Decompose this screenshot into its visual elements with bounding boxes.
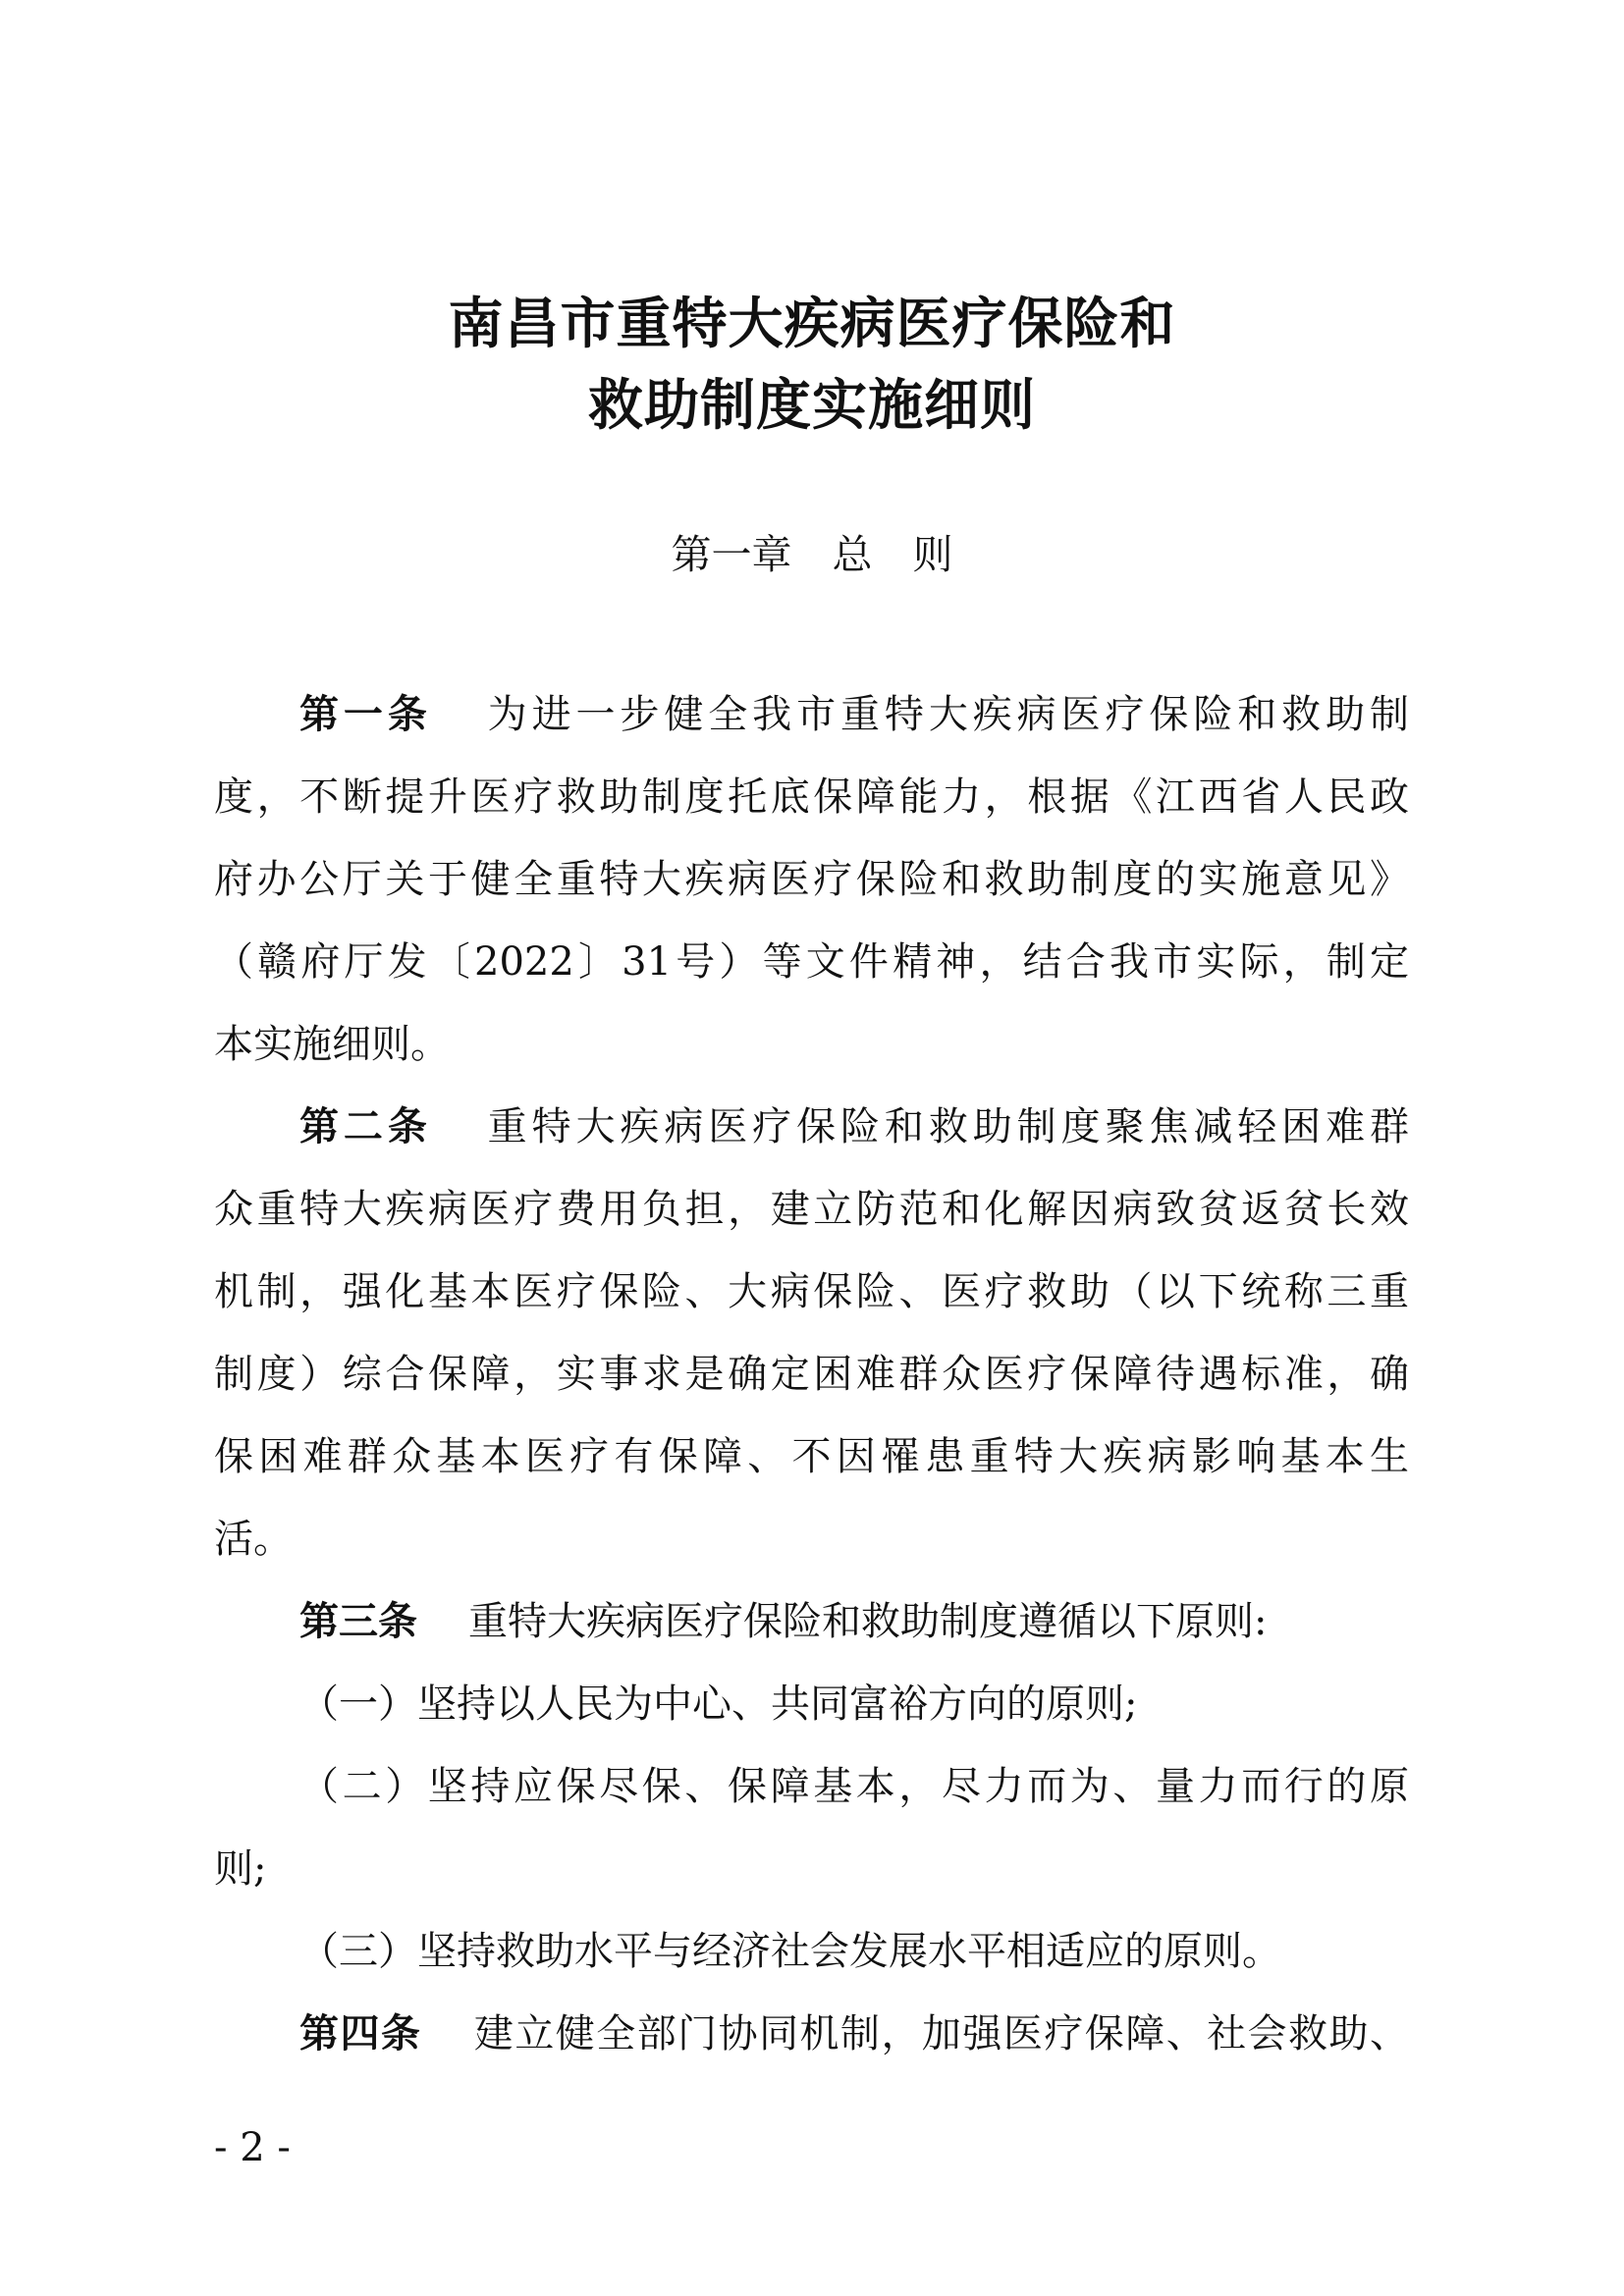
article-3-item: （二）坚持应保尽保、保障基本，尽力而为、量力而行的原 xyxy=(299,1764,1409,1809)
article-1-text: 为进一步健全我市重特大疾病医疗保险和救助制 xyxy=(482,692,1409,737)
article-4-first-line xyxy=(299,2011,1410,2056)
article-2-line: 众重特大疾病医疗费用负担，建立防范和化解因病致贫返贫长效 xyxy=(214,1187,1409,1232)
article-3-first-line xyxy=(299,1599,1268,1644)
article-1-line: 府办公厅关于健全重特大疾病医疗保险和救助制度的实施意见》 xyxy=(214,857,1409,902)
article-2-label: 第二条 xyxy=(299,1104,432,1149)
article-3-text: 重特大疾病医疗保险和救助制度遵循以下原则: xyxy=(468,1599,1268,1644)
document-title-line-1: 南昌市重特大疾病医疗保险和 xyxy=(448,292,1176,356)
article-2-line: 活。 xyxy=(214,1517,293,1562)
article-2-line: 制度）综合保障，实事求是确定困难群众医疗保障待遇标准，确 xyxy=(214,1352,1409,1397)
article-1-line: 度，不断提升医疗救助制度托底保障能力，根据《江西省人民政 xyxy=(214,774,1409,820)
chapter-heading: 第一章 总 则 xyxy=(671,531,953,578)
article-3-label: 第三条 xyxy=(299,1599,417,1644)
article-3-item-continued: 则; xyxy=(214,1846,267,1892)
article-3-item: （三）坚持救助水平与经济社会发展水平相适应的原则。 xyxy=(299,1929,1281,1974)
article-1-line: （赣府厅发〔2022〕31号）等文件精神，结合我市实际，制定 xyxy=(214,939,1409,985)
article-1-label: 第一条 xyxy=(299,692,432,737)
article-2-first-line xyxy=(299,1104,1409,1149)
article-2-line: 保困难群众基本医疗有保障、不因罹患重特大疾病影响基本生 xyxy=(214,1434,1409,1479)
article-1-line: 本实施细则。 xyxy=(214,1022,450,1067)
article-2-line: 机制，强化基本医疗保险、大病保险、医疗救助（以下统称三重 xyxy=(214,1269,1409,1314)
page-number: - 2 - xyxy=(214,2125,291,2170)
article-2-text: 重特大疾病医疗保险和救助制度聚焦减轻困难群 xyxy=(482,1104,1409,1149)
article-4-text: 建立健全部门协同机制，加强医疗保障、社会救助、 xyxy=(472,2011,1410,2056)
article-4-label: 第四条 xyxy=(299,2011,422,2056)
document-title-line-2: 救助制度实施细则 xyxy=(588,373,1036,438)
article-3-item: （一）坚持以人民为中心、共同富裕方向的原则; xyxy=(299,1682,1138,1727)
article-1-first-line xyxy=(299,692,1409,737)
